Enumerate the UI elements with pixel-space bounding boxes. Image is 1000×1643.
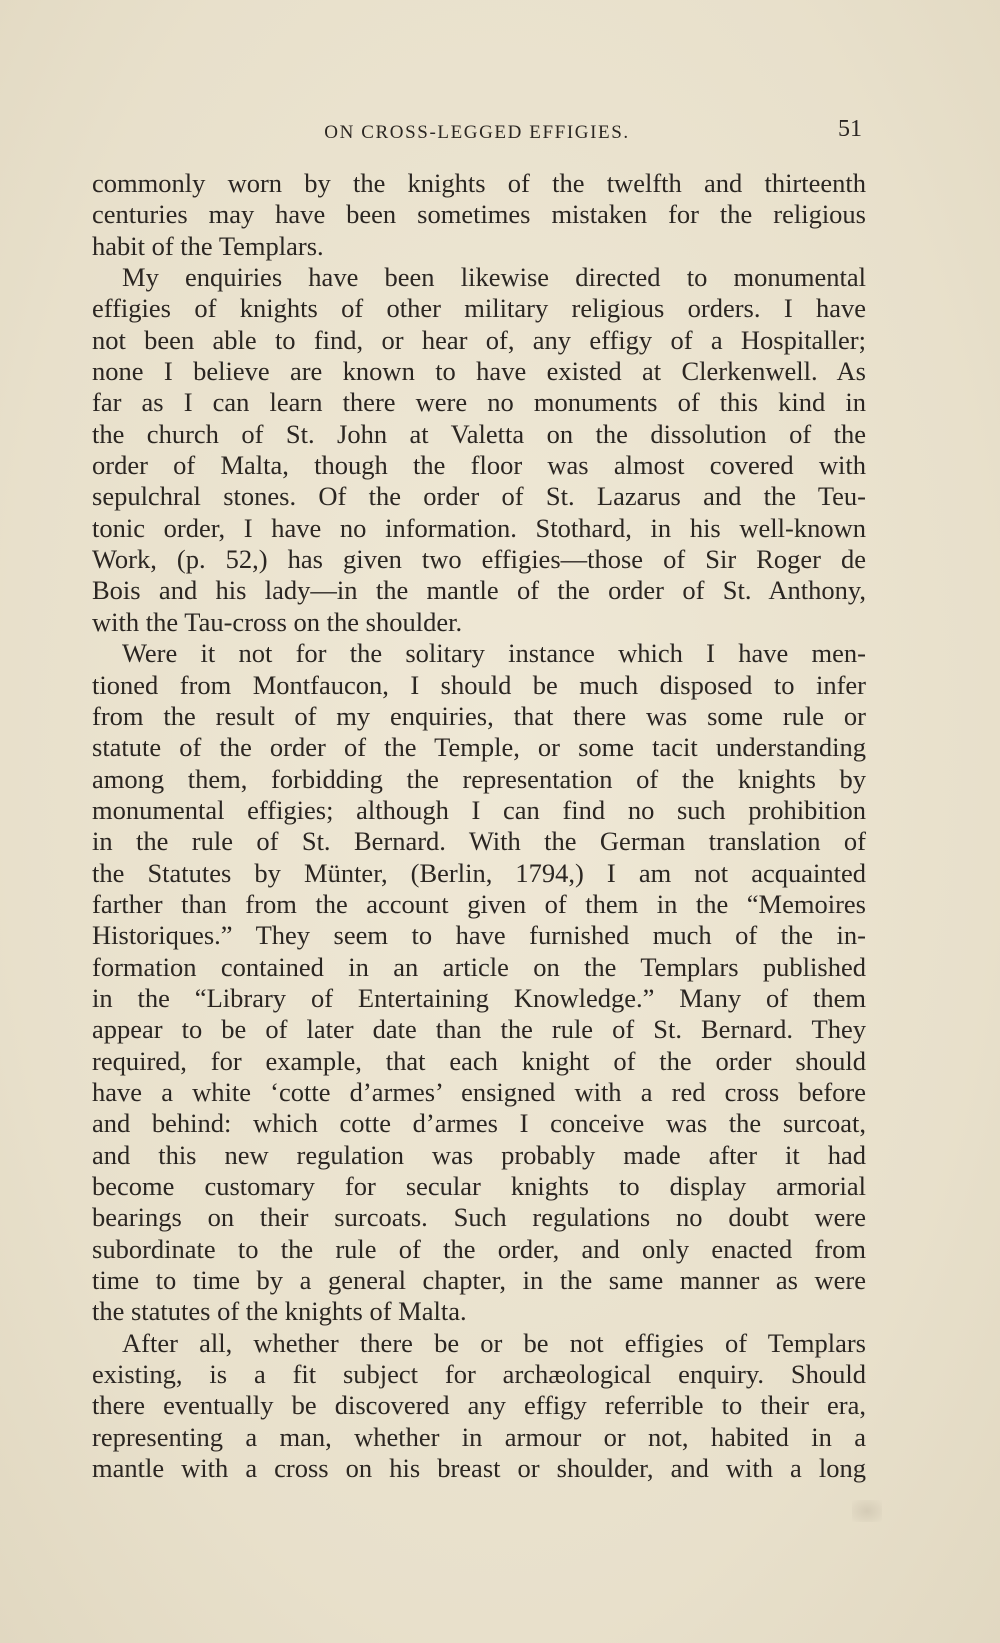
paper-smudge: [852, 1500, 882, 1522]
text-line: effigies of knights of other military religious orders. I have: [92, 293, 866, 324]
text-line: Bois and his lady—in the mantle of the order of St. Anthony,: [92, 575, 866, 606]
text-line: with the Tau-cross on the shoulder.: [92, 606, 463, 637]
text-line: centuries may have been sometimes mistaken for the religious: [92, 199, 866, 230]
text-line: required, for example, that each knight of the order should: [92, 1045, 866, 1076]
text-line: time to time by a general chapter, in the same manner as were: [92, 1265, 866, 1296]
text-line: the Statutes by Münter, (Berlin, 1794,) I am not acquainted: [92, 857, 866, 888]
text-line: in the “Library of Entertaining Knowledge.” Many of them: [92, 982, 866, 1013]
text-line: statute of the order of the Temple, or some tacit understanding: [92, 732, 866, 763]
text-line: and this new regulation was probably made after it had: [92, 1139, 866, 1170]
text-line: none I believe are known to have existed at Clerkenwell. As: [92, 356, 866, 387]
text-line: far as I can learn there were no monuments of this kind in: [92, 387, 866, 418]
text-line: and behind: which cotte d’armes I conceive was the surcoat,: [92, 1108, 866, 1139]
text-line: in the rule of St. Bernard. With the German translation of: [92, 826, 866, 857]
text-line: there eventually be discovered any effigy referrible to their era,: [92, 1390, 866, 1421]
text-line: After all, whether there be or be not effigies of Templars: [122, 1327, 866, 1358]
body-text: [92, 168, 866, 1484]
text-line: monumental effigies; although I can find no such prohibition: [92, 794, 866, 825]
text-line: the statutes of the knights of Malta.: [92, 1296, 467, 1327]
page-number: 51: [838, 116, 862, 142]
text-line: order of Malta, though the floor was almost covered with: [92, 450, 866, 481]
running-header: [92, 116, 862, 152]
text-line: representing a man, whether in armour or not, habited in a: [92, 1421, 866, 1452]
text-line: the church of St. John at Valetta on the dissolution of the: [92, 418, 866, 449]
text-line: habit of the Templars.: [92, 230, 324, 261]
text-line: become customary for secular knights to display armorial: [92, 1171, 866, 1201]
text-line: existing, is a fit subject for archæological enquiry. Should: [92, 1359, 866, 1390]
text-line: not been able to find, or hear of, any effigy of a Hospitaller;: [92, 324, 866, 355]
text-line: Were it not for the solitary instance which I have men-: [122, 638, 866, 669]
text-line: bearings on their surcoats. Such regulations no doubt were: [92, 1202, 866, 1233]
text-line: from the result of my enquiries, that there was some rule or: [92, 700, 866, 731]
text-line: My enquiries have been likewise directed to monumental: [122, 262, 866, 293]
text-line: sepulchral stones. Of the order of St. Lazarus and the Teu-: [92, 481, 866, 512]
text-line: have a white ‘cotte d’armes’ ensigned with a red cross before: [92, 1076, 866, 1107]
text-line: tonic order, I have no information. Stothard, in his well-known: [92, 512, 866, 543]
running-title: ON CROSS-LEGGED EFFIGIES.: [324, 122, 630, 143]
text-line: appear to be of later date than the rule of St. Bernard. They: [92, 1014, 866, 1045]
text-line: Work, (p. 52,) has given two effigies—those of Sir Roger de: [92, 544, 866, 575]
text-line: tioned from Montfaucon, I should be much disposed to infer: [92, 669, 866, 700]
text-line: farther than from the account given of them in the “Memoires: [92, 888, 866, 919]
text-line: mantle with a cross on his breast or shoulder, and with a long: [92, 1453, 866, 1484]
text-line: formation contained in an article on the Templars published: [92, 951, 866, 982]
text-line: commonly worn by the knights of the twelfth and thirteenth: [92, 168, 866, 198]
text-line: Historiques.” They seem to have furnished much of the in-: [92, 920, 866, 951]
text-line: among them, forbidding the representation of the knights by: [92, 763, 866, 794]
text-line: subordinate to the rule of the order, and only enacted from: [92, 1233, 866, 1264]
